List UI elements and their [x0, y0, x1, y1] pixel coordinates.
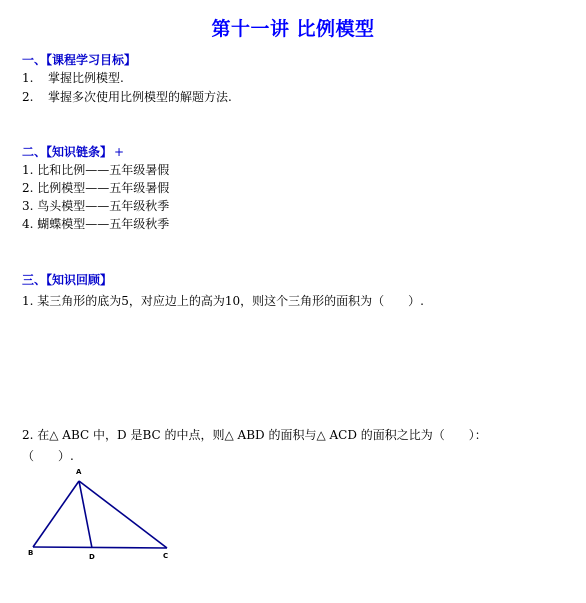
- vertex-label-b: B: [28, 549, 34, 557]
- goal-item-text: 掌握比例模型.: [48, 71, 124, 85]
- goal-item-number: 2.: [22, 90, 34, 104]
- goal-item-number: 1.: [22, 71, 34, 85]
- chain-item-1: 1. 比和比例——五年级暑假: [22, 163, 170, 177]
- vertex-label-a: A: [76, 468, 82, 476]
- goal-item-2: [22, 89, 232, 105]
- page-title: 第十一讲 比例模型: [211, 18, 375, 40]
- chain-item-4: 4. 蝴蝶模型——五年级秋季: [22, 217, 170, 231]
- section-heading-chain-text: 二、【知识链条】: [22, 145, 113, 159]
- goal-item-1: [22, 70, 124, 86]
- median-ad: [79, 481, 92, 548]
- goal-item-text: 掌握多次使用比例模型的解题方法.: [48, 90, 232, 104]
- section-heading-review: 三、【知识回顾】: [22, 273, 113, 287]
- section-heading-goals: 一、【课程学习目标】: [22, 53, 137, 67]
- triangle-figure: [22, 462, 182, 562]
- section-heading-chain: [22, 143, 124, 160]
- question-2: 2. 在△ ABC 中，D 是BC 的中点，则△ ABD 的面积与△ ACD 的面积之比为（ ）：: [22, 428, 487, 442]
- side-ab: [33, 481, 79, 547]
- question-1: 1. 某三角形的底为5，对应边上的高为10，则这个三角形的面积为（ ）.: [22, 294, 424, 308]
- chain-item-3: 3. 鸟头模型——五年级秋季: [22, 199, 170, 213]
- chain-item-2: 2. 比例模型——五年级暑假: [22, 181, 170, 195]
- question-2-continuation: （ ）.: [22, 449, 74, 463]
- vertex-label-d: D: [89, 553, 95, 561]
- side-ac: [79, 481, 167, 548]
- plus-mark: +: [114, 145, 125, 159]
- vertex-label-c: C: [163, 552, 169, 560]
- side-bc: [33, 547, 167, 548]
